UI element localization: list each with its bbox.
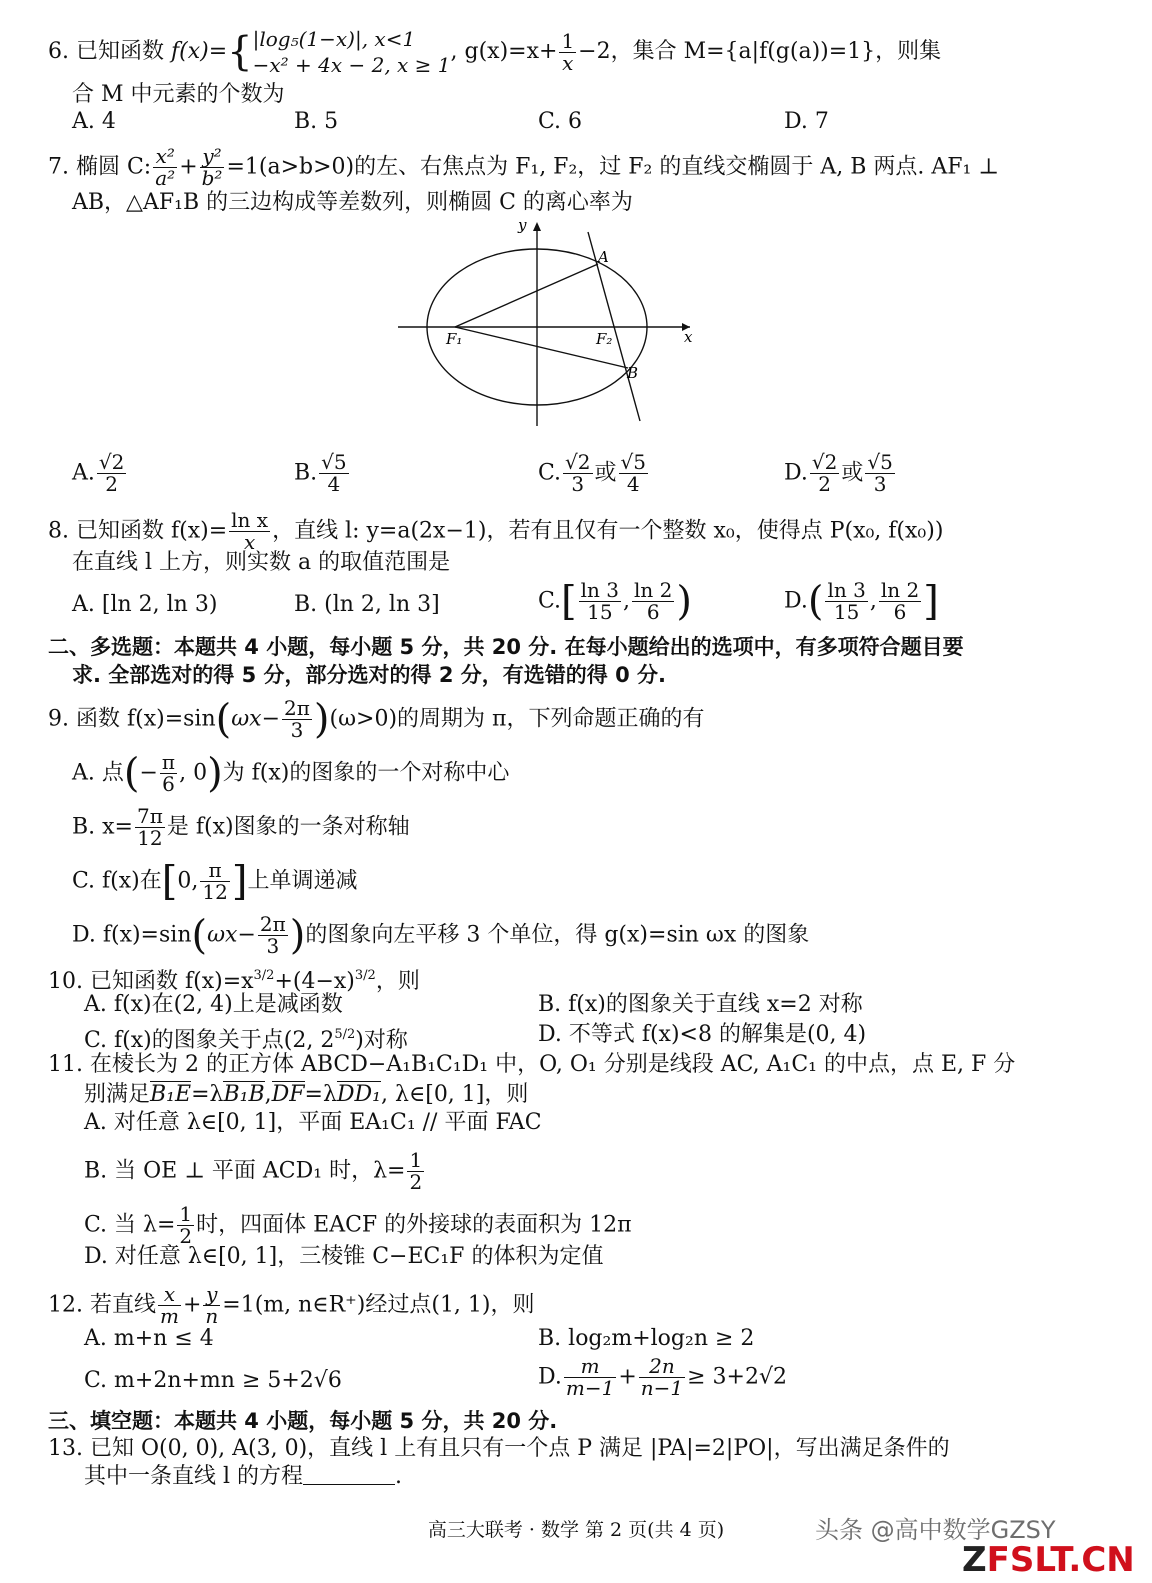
q7-d-den2: 3: [873, 472, 887, 496]
q12-d-label: D.: [538, 1364, 562, 1390]
q12-stem: 12. 若直线: [48, 1292, 156, 1318]
q12-option-c: C. m+2n+mn ≥ 5+2√6: [84, 1368, 342, 1393]
q8-d-frac2: [879, 580, 921, 623]
q12-frac2: [203, 1284, 220, 1327]
bracket-icon: [: [161, 858, 178, 905]
q6-case1: |log₅(1−x)|, x<1: [252, 27, 416, 51]
q6-frac-num: 1: [561, 28, 575, 53]
y-label: y: [518, 218, 527, 234]
q9-a-minus: −: [139, 760, 158, 786]
q7-b-label: B.: [294, 460, 318, 486]
q12-option-a: A. m+n ≤ 4: [84, 1326, 214, 1351]
q8-d-n1: ln 3: [827, 578, 866, 602]
q9-option-d: [72, 914, 809, 957]
q8-c-label: C.: [538, 588, 562, 614]
q11-vec4: DD₁: [336, 1082, 382, 1107]
q9-a-num: π: [161, 750, 176, 774]
q8-line1: [48, 510, 943, 553]
paren-icon: (: [191, 912, 208, 959]
q8-c-d2: 6: [646, 600, 660, 624]
answer-blank[interactable]: [303, 1464, 395, 1485]
q7-b-frac: [319, 452, 348, 495]
q10-exp2: 3/2: [354, 968, 376, 983]
q8-c-frac2: [632, 580, 674, 623]
q11-line1: 11. 在棱长为 2 的正方体 ABCD−A₁B₁C₁D₁ 中，O, O₁ 分别是线段 AC, A₁C₁ 的中点，点 E, F 分: [48, 1052, 1016, 1077]
bracket-icon: [: [561, 578, 577, 625]
q7-cond: =1(a>b>0)的左、右焦点为 F₁, F₂，过 F₂ 的直线交椭圆于 A, B 两点. AF₁ ⊥: [226, 154, 1000, 180]
q7-c-frac2: [619, 452, 648, 495]
q12-d-d1: m−1: [565, 1376, 615, 1400]
q6-g: , g(x)=x+: [450, 39, 558, 64]
q8-d-n2: ln 2: [880, 578, 920, 602]
q8-d-frac1: [825, 580, 867, 623]
q12-d-n1: m: [564, 1356, 616, 1378]
q13-period: .: [395, 1464, 403, 1489]
q7-d-frac1: [810, 452, 839, 495]
q10-option-d: D. 不等式 f(x)<8 的解集是(0, 4): [538, 1022, 867, 1047]
q9-frac-den: 3: [290, 718, 304, 742]
q7-a-num: √2: [98, 450, 125, 474]
q7-stem: 7. 椭圆 C:: [48, 154, 152, 180]
q9-option-b: [72, 806, 410, 849]
site-logo: [962, 1540, 1135, 1580]
q12-yd: n: [205, 1304, 219, 1328]
q13-line1: 13. 已知 O(0, 0), A(3, 0)，直线 l 上有且只有一个点 P 满足 |PA|=2|PO|，写出满足条件的: [48, 1436, 950, 1461]
x-label: x: [684, 328, 693, 346]
q9-b-den: 12: [137, 826, 163, 850]
bracket-icon: ]: [231, 858, 248, 905]
q7-fb-den: b²: [201, 166, 223, 190]
q9-a-zero: , 0: [179, 760, 208, 786]
q10-c-exp: 5/2: [334, 1027, 356, 1042]
q8-line2: 在直线 l 上方，则实数 a 的取值范围是: [72, 550, 451, 575]
q11-c-text: C. 当 λ=: [84, 1212, 176, 1238]
q9-b-text: 是 f(x)图象的一条对称轴: [166, 814, 410, 840]
q9-frac: [282, 698, 312, 741]
q11-b-frac: [407, 1150, 424, 1193]
q11-vec2: B₁B: [223, 1082, 265, 1107]
q9-cond: (ω>0)的周期为 π，下列命题正确的有: [329, 706, 705, 732]
logo-text: FSLT.CN: [986, 1540, 1135, 1580]
q7-fa-den: a²: [155, 166, 176, 190]
q9-frac-num: 2π: [284, 696, 310, 720]
q11-option-c: [84, 1204, 632, 1247]
q6-frac-den: x: [562, 50, 574, 75]
q6-set: −2，集合 M={a|f(g(a))=1}，则集: [578, 39, 942, 64]
q7-line2: AB，△AF₁B 的三边构成等差数列，则椭圆 C 的离心率为: [72, 190, 633, 215]
paren-icon: (: [215, 696, 232, 743]
bracket-icon: ]: [923, 578, 939, 625]
plus: +: [179, 154, 198, 180]
q7-b-num: √5: [321, 450, 347, 474]
segment-f1-a: [455, 264, 598, 327]
paren-icon: (: [123, 750, 140, 797]
q7-frac-a: [153, 146, 177, 189]
paren-icon: ): [313, 696, 330, 743]
q9-c-text: 上单调递减: [247, 868, 358, 894]
b-label: B: [627, 364, 639, 382]
q7-line1: [48, 146, 999, 189]
q8-d-d1: 15: [833, 600, 860, 624]
q10-c-end: )对称: [355, 1028, 408, 1053]
q9-c-frac: [200, 860, 229, 903]
q7-option-a: [72, 452, 128, 495]
q6-option-b: B. 5: [294, 109, 339, 134]
q7-a-den: 2: [105, 472, 118, 496]
paren-icon: ): [676, 578, 692, 625]
q12-d-d2: n−1: [640, 1376, 684, 1400]
f1-label: F₁: [446, 330, 463, 348]
q9-b-label: B. x=: [72, 814, 133, 840]
q9-a-den: 6: [162, 772, 175, 796]
q11-b-text: B. 当 OE ⊥ 平面 ACD₁ 时，λ=: [84, 1158, 406, 1184]
q11-c-end: 时，四面体 EACF 的外接球的表面积为 12π: [196, 1212, 632, 1238]
q7-option-c: [538, 452, 650, 495]
q8-cond: ，直线 l: y=a(2x−1)，若有且仅有一个整数 x₀，使得点 P(x₀, f(x₀)): [272, 518, 944, 544]
q6-func: f(x)=: [170, 39, 228, 64]
q8-c-frac1: [579, 580, 621, 623]
q9-d-label: D. f(x)=sin: [72, 922, 192, 948]
q9-c-den: 12: [202, 880, 228, 904]
paren-icon: ): [289, 912, 306, 959]
q7-a-label: A.: [72, 460, 95, 486]
paren-icon: ): [207, 750, 223, 797]
q12-d-n2: 2n: [639, 1356, 685, 1378]
q7-d-label: D.: [784, 460, 808, 486]
q10-option-b: B. f(x)的图象关于直线 x=2 对称: [538, 992, 863, 1017]
q10-end: ，则: [375, 969, 420, 994]
q9-b-num: 7π: [137, 804, 163, 828]
page-footer: 高三大联考 · 数学 第 2 页(共 4 页): [427, 1519, 725, 1541]
q9-d-frac: [258, 914, 288, 957]
q8-option-c: C.[ $\frac{\ln 3}{15}$ , $\frac{\ln 2}{6}$ ): [538, 578, 692, 625]
q9-a-frac: [160, 752, 177, 795]
q9-d-num: 2π: [259, 912, 286, 936]
q9-d-text: 的图象向左平移 3 个单位，得 g(x)=sin ωx 的图象: [305, 922, 810, 948]
q12-option-d: [538, 1356, 787, 1399]
q7-d-frac2: [865, 452, 894, 495]
q12-yn: y: [203, 1284, 220, 1306]
q6-line2: 合 M 中元素的个数为: [72, 82, 285, 107]
q7-d-den1: 2: [818, 472, 831, 496]
q10-option-a: A. f(x)在(2, 4)上是减函数: [84, 992, 343, 1017]
q11-vec3: DF: [271, 1082, 305, 1107]
q11-option-b: [84, 1150, 426, 1193]
q11-eq2: =λ: [304, 1082, 337, 1107]
q11-vec1: B₁E: [150, 1082, 192, 1107]
q6-piecewise: [253, 26, 451, 78]
brace-icon: {: [227, 29, 253, 75]
q7-option-d: [784, 452, 897, 495]
q12-frac1: [158, 1284, 181, 1327]
q9-a-label: A. 点: [72, 760, 124, 786]
q9-c-num: π: [200, 860, 229, 882]
q11-eq1: =λ: [191, 1082, 224, 1107]
q8-frac-num: ln x: [231, 508, 269, 532]
q7-c-frac1: [563, 452, 592, 495]
q7-option-b: [294, 452, 351, 495]
y-axis-arrow-icon: [533, 222, 541, 231]
q6-option-a: A. 4: [72, 109, 116, 134]
q11-line2: [84, 1082, 528, 1108]
a-label: A: [598, 248, 609, 266]
plus: +: [618, 1364, 637, 1390]
q7-c-or: 或: [594, 460, 617, 486]
q12-option-b: B. log₂m+log₂n ≥ 2: [538, 1326, 755, 1351]
q11-option-d: D. 对任意 λ∈[0, 1]，三棱锥 C−EC₁F 的体积为定值: [84, 1244, 604, 1269]
q6-case2: −x² + 4x − 2, x ≥ 1: [252, 53, 451, 77]
watermark: 头条 @高中数学GZSY: [815, 1516, 1056, 1544]
q10-mid: +(4−x): [274, 969, 355, 994]
paren-icon: (: [807, 578, 824, 625]
q7-fa-num: x²: [153, 146, 177, 168]
q7-fb-num: y²: [200, 146, 225, 168]
q7-d-or: 或: [841, 460, 864, 486]
q11-b-den: 2: [409, 1170, 423, 1194]
q6-line1: [48, 26, 941, 78]
q7-a-frac: [97, 452, 126, 495]
q9-d-den: 3: [266, 934, 280, 958]
q11-prefix: 别满足: [84, 1082, 151, 1107]
q13-line2: [84, 1464, 402, 1490]
q7-c-num1: √2: [565, 450, 591, 474]
q11-comma: ,: [264, 1082, 272, 1107]
q13-text: 其中一条直线 l 的方程: [84, 1464, 304, 1489]
q8-frac-den: x: [243, 530, 256, 554]
q9-c-zero: 0,: [177, 868, 199, 894]
q9-option-a: [72, 752, 509, 795]
q8-d-d2: 6: [893, 600, 907, 624]
q11-c-frac: [177, 1204, 194, 1247]
q7-d-num1: √2: [811, 450, 838, 474]
q9-a-text: 为 f(x)的图象的一个对称中心: [222, 760, 510, 786]
q8-stem: 8. 已知函数 f(x)=: [48, 518, 228, 544]
logo-z-icon: Z: [962, 1540, 987, 1580]
q10-c-text: C. f(x)的图象关于点(2, 2: [84, 1028, 335, 1053]
q7-frac-b: [200, 146, 225, 189]
q9-option-c: [72, 860, 357, 903]
q12-xn: x: [158, 1284, 181, 1306]
q7-d-num2: √5: [867, 450, 893, 474]
q7-c-num2: √5: [620, 450, 646, 474]
q11-b-num: 1: [409, 1148, 423, 1172]
q9-stem: 9. 函数 f(x)=sin: [48, 706, 216, 732]
q8-frac: [229, 510, 270, 553]
q7-c-den1: 3: [571, 472, 585, 496]
q10-option-c: [84, 1022, 408, 1054]
q7-c-label: C.: [538, 460, 562, 486]
q9-b-frac: [135, 806, 165, 849]
q12-d-end: ≥ 3+2√2: [687, 1364, 787, 1390]
q8-option-a: A. [ln 2, ln 3): [72, 592, 218, 617]
q10-exp1: 3/2: [253, 968, 275, 983]
q11-c-den: 2: [179, 1224, 193, 1248]
q8-d-label: D.: [784, 588, 808, 614]
f2-label: F₂: [596, 330, 613, 348]
q6-stem: 6. 已知函数: [48, 39, 171, 64]
q12-xd: m: [159, 1304, 179, 1328]
q6-frac: [559, 28, 576, 75]
q11-range: , λ∈[0, 1]，则: [381, 1082, 529, 1107]
q9-c-label: C. f(x)在: [72, 868, 162, 894]
q11-c-num: 1: [179, 1202, 193, 1226]
section3-heading: 三、填空题：本题共 4 小题，每小题 5 分，共 20 分.: [48, 1409, 558, 1433]
q8-c-n2: ln 2: [634, 578, 673, 602]
q7-c-den2: 4: [626, 472, 640, 496]
q8-c-n1: ln 3: [580, 578, 620, 602]
q6-option-c: C. 6: [538, 109, 583, 134]
ellipse-figure: [390, 218, 710, 433]
q9-line1: [48, 698, 705, 741]
q12-d-frac1: [564, 1356, 616, 1399]
q8-option-d: D.( $\frac{\ln 3}{15}$ , $\frac{\ln 2}{6}$ ]: [784, 578, 939, 625]
q6-option-d: D. 7: [784, 109, 829, 134]
q11-option-a: A. 对任意 λ∈[0, 1]，平面 EA₁C₁ // 平面 FAC: [84, 1110, 542, 1135]
q10-line1: [48, 963, 420, 995]
q9-arg: ωx−: [231, 706, 281, 732]
section2-heading: 二、多选题：本题共 4 小题，每小题 5 分，共 20 分. 在每小题给出的选项中，有多项符合题目要: [48, 635, 964, 659]
q9-d-arg: ωx−: [207, 922, 256, 948]
q7-b-den: 4: [327, 472, 341, 496]
q12-cond: =1(m, n∈R⁺)经过点(1, 1)，则: [222, 1292, 535, 1318]
section2-heading-2: 求. 全部选对的得 5 分，部分选对的得 2 分，有选错的得 0 分.: [72, 663, 666, 687]
q12-d-frac2: [639, 1356, 685, 1399]
q8-option-b: B. (ln 2, ln 3]: [294, 592, 440, 617]
plus: +: [182, 1292, 202, 1318]
q12-line1: [48, 1284, 535, 1327]
q8-c-d1: 15: [587, 600, 613, 624]
q10-stem: 10. 已知函数 f(x)=x: [48, 969, 254, 994]
